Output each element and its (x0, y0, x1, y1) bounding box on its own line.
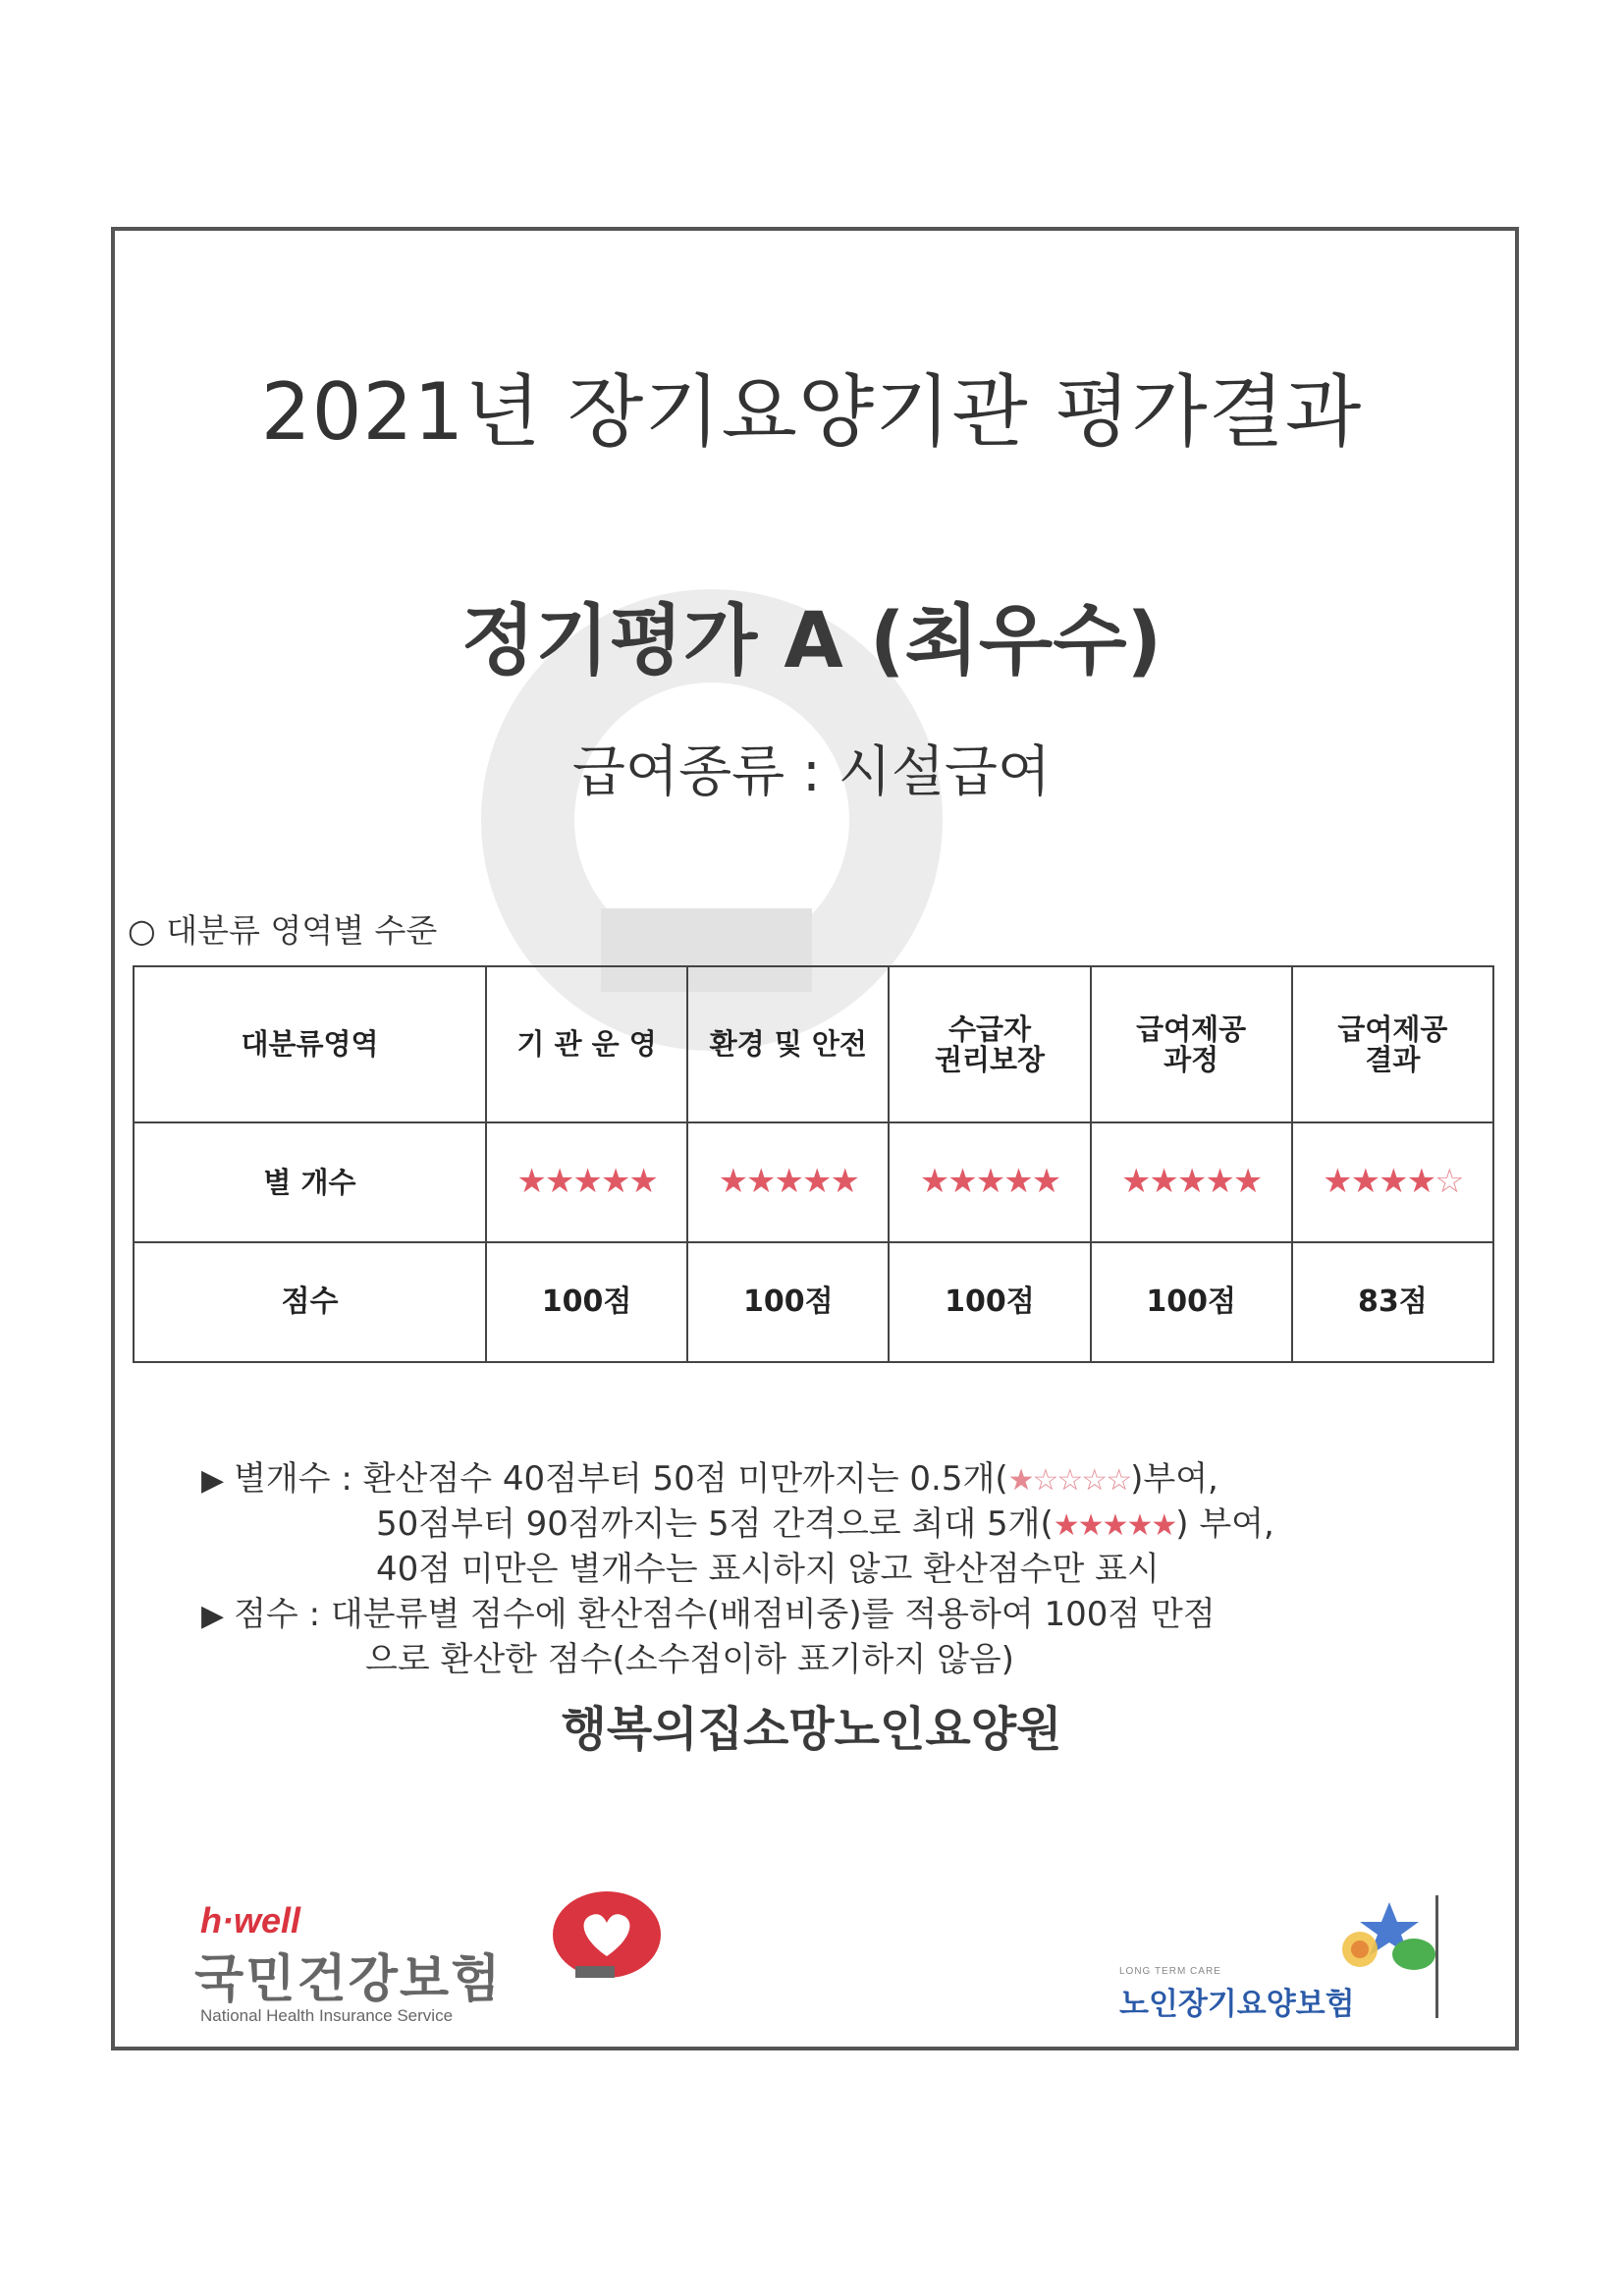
filled-star-icon: ★ (1205, 1162, 1233, 1202)
score-3: 100점 (889, 1242, 1090, 1362)
empty-star-icon: ☆ (1434, 1162, 1463, 1202)
star-rating-2 (687, 1122, 889, 1242)
filled-star-icon: ★ (600, 1162, 629, 1202)
evaluation-grade: 정기평가 A (최우수) (460, 597, 1163, 685)
header-col-1: 기 관 운 영 (486, 966, 687, 1122)
header-col-3-line2: 권리보장 (934, 1042, 1045, 1076)
half-star-example-icon: ★☆☆☆☆ (1007, 1463, 1131, 1498)
evaluation-table (133, 965, 1494, 1363)
table-score-row (134, 1242, 1493, 1362)
score-row-label: 점수 (134, 1242, 486, 1362)
filled-star-icon: ★ (1379, 1162, 1407, 1202)
filled-star-icon: ★ (919, 1162, 948, 1202)
filled-star-icon: ★ (1031, 1162, 1060, 1202)
nhis-english-name: National Health Insurance Service (200, 2006, 454, 2025)
note-stars-line3: 40점 미만은 별개수는 표시하지 않고 환산점수만 표시 (376, 1550, 1160, 1589)
score-1: 100점 (486, 1242, 687, 1362)
filled-star-icon: ★ (1003, 1162, 1032, 1202)
note-stars-text1b: )부여, (1130, 1459, 1218, 1499)
star-rating-4 (1091, 1122, 1292, 1242)
filled-star-icon: ★ (774, 1162, 803, 1202)
header-row-label: 대분류영역 (134, 966, 486, 1122)
facility-name: 행복의집소망노인요양원 (561, 1702, 1062, 1757)
benefit-type: 급여종류 : 시설급여 (571, 740, 1052, 804)
note-stars-text2b: ) 부여, (1175, 1504, 1274, 1544)
note-stars-text1a: 환산점수 40점부터 50점 미만까지는 0.5개( (362, 1459, 1008, 1499)
header-col-5-line2: 결과 (1365, 1042, 1421, 1076)
nhis-brand-text: h·well (200, 1900, 301, 1941)
header-col-2: 환경 및 안전 (687, 966, 889, 1122)
nhis-name: 국민건강보험 (194, 1950, 503, 2009)
filled-star-icon: ★ (1406, 1162, 1435, 1202)
filled-star-icon: ★ (628, 1162, 657, 1202)
note-stars-line2 (376, 1497, 1274, 1545)
header-col-5 (1292, 966, 1493, 1122)
note-score-label: 점수 : (234, 1595, 331, 1634)
filled-star-icon: ★ (947, 1162, 976, 1202)
page-title: 2021년 장기요양기관 평가결과 (260, 366, 1363, 458)
ltc-insurance-logo (1119, 1895, 1448, 2022)
star-rating-5 (1292, 1122, 1493, 1242)
star-rating-3 (889, 1122, 1090, 1242)
header-col-3 (889, 966, 1090, 1122)
header-col-4-line1: 급여제공 (1136, 1012, 1247, 1047)
note-stars-label: 별개수 : (234, 1459, 363, 1499)
nhis-logo (194, 1900, 685, 2025)
filled-star-icon: ★ (746, 1162, 775, 1202)
filled-star-icon: ★ (1232, 1162, 1262, 1202)
score-4: 100점 (1091, 1242, 1292, 1362)
filled-star-icon: ★ (802, 1162, 831, 1202)
triangle-bullet-icon: ▶ (201, 1599, 225, 1633)
header-col-3-line1: 수급자 (947, 1012, 1031, 1047)
filled-star-icon: ★ (975, 1162, 1004, 1202)
header-col-4-line2: 과정 (1163, 1042, 1219, 1076)
header-col-4 (1091, 966, 1292, 1122)
filled-star-icon: ★ (718, 1162, 747, 1202)
triangle-bullet-icon: ▶ (201, 1463, 225, 1498)
note-score-line2: 으로 환산한 점수(소수점이하 표기하지 않음) (365, 1640, 1014, 1679)
filled-star-icon: ★ (516, 1162, 545, 1202)
note-stars-text2a: 50점부터 90점까지는 5점 간격으로 최대 5개( (376, 1504, 1054, 1544)
filled-star-icon: ★ (1323, 1162, 1351, 1202)
five-stars-example-icon: ★★★★★ (1053, 1508, 1176, 1543)
section-label: ○ 대분류 영역별 수준 (128, 911, 438, 950)
table-header-row (134, 966, 1493, 1122)
note-score-line1 (201, 1587, 1216, 1635)
filled-star-icon: ★ (830, 1162, 858, 1202)
score-5: 83점 (1292, 1242, 1493, 1362)
star-rating-1 (486, 1122, 687, 1242)
filled-star-icon: ★ (572, 1162, 601, 1202)
note-stars-line1 (201, 1451, 1218, 1500)
heart-icon (548, 1886, 666, 1994)
filled-star-icon: ★ (1350, 1162, 1380, 1202)
filled-star-icon: ★ (1176, 1162, 1206, 1202)
stars-row-label: 별 개수 (134, 1122, 486, 1242)
ltc-emblem-icon (1321, 1900, 1438, 1979)
table-stars-row (134, 1122, 1493, 1242)
filled-star-icon: ★ (1149, 1162, 1177, 1202)
filled-star-icon: ★ (1120, 1162, 1150, 1202)
note-score-text1: 대분류별 점수에 환산점수(배점비중)를 적용하여 100점 만점 (330, 1595, 1216, 1634)
ltc-name: 노인장기요양보험 (1119, 1987, 1355, 2022)
score-2: 100점 (687, 1242, 889, 1362)
ltc-english-name: LONG TERM CARE (1119, 1966, 1221, 1977)
ltc-divider (1435, 1895, 1438, 2018)
header-col-5-line1: 급여제공 (1337, 1012, 1448, 1047)
filled-star-icon: ★ (544, 1162, 573, 1202)
